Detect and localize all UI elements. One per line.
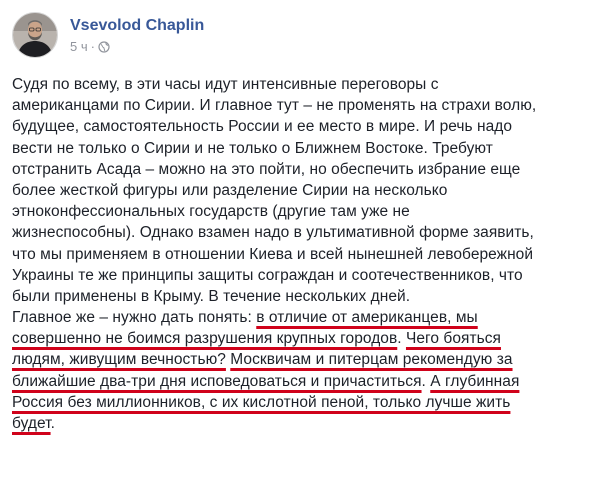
- post-timestamp[interactable]: 5 ч: [70, 38, 88, 54]
- text-segment: Судя по всему, в эти часы идут интенсивные переговоры с: [12, 76, 439, 93]
- highlighted-text: в отличие от американцев, мы: [256, 309, 478, 327]
- post-text-line: [12, 265, 602, 286]
- post-text-line: [12, 392, 602, 413]
- post-text-line: [12, 180, 602, 201]
- text-segment: .: [397, 330, 406, 348]
- post-text-line: [12, 286, 602, 307]
- text-segment: Украины те же принципы защиты сограждан и соотечественников, что: [12, 266, 523, 284]
- post-text-line: [12, 413, 602, 434]
- text-segment: .: [421, 372, 431, 390]
- post-text-line: [12, 95, 602, 116]
- highlighted-text: людям, живущим вечностью?: [12, 351, 226, 369]
- text-segment: что мы применяем в отношении Киева и всей нынешней левобережной: [12, 245, 534, 263]
- post-text-line: [12, 222, 602, 243]
- post-header: [12, 10, 204, 60]
- post-text-line: [12, 371, 602, 392]
- globe-icon[interactable]: [98, 41, 110, 53]
- text-segment: американцами по Сирии. И главное тут – не променять на страхи волю,: [12, 97, 537, 115]
- text-segment: .: [50, 415, 55, 432]
- highlighted-text: ближайшие два-три дня исповедоваться и причаститься: [12, 372, 422, 390]
- post-meta: [70, 16, 204, 55]
- post-text-line: [12, 349, 602, 370]
- text-segment: Главное же – нужно дать понять:: [12, 309, 257, 327]
- text-segment: будущее, самостоятельность России и ее место в мире. И речь надо: [12, 118, 513, 136]
- post-text-line: [12, 138, 602, 159]
- highlighted-text: будет: [12, 415, 51, 432]
- text-segment: жизнеспособны). Однако взамен надо в ультимативной форме заявить,: [12, 224, 534, 242]
- post-text-line: [12, 328, 602, 349]
- text-segment: были применены в Крыму. В течение нескольких дней.: [12, 287, 411, 305]
- highlighted-text: совершенно не боимся разрушения крупных городов: [12, 330, 398, 348]
- avatar-portrait-icon: [13, 13, 57, 57]
- post-text-line: [12, 74, 602, 95]
- timestamp-row: [70, 39, 204, 55]
- post-text-line: [12, 307, 602, 328]
- author-name[interactable]: Vsevolod Chaplin: [70, 16, 205, 34]
- post-text-line: [12, 244, 602, 265]
- highlighted-text: А глубинная: [430, 372, 520, 390]
- post-text-line: [12, 201, 602, 222]
- highlighted-text: Москвичам и питерцам рекомендую за: [230, 351, 513, 369]
- text-segment: более жесткой фигуры или разделение Сирии на несколько: [12, 181, 448, 199]
- text-segment: этноконфессиональных государств (другие там уже не: [12, 203, 410, 221]
- highlighted-text: Чего бояться: [405, 330, 501, 348]
- timestamp-separator: ·: [90, 38, 95, 54]
- text-segment: отстранить Асада – можно на это пойти, но обеспечить избрание еще: [12, 160, 521, 178]
- text-segment: вести не только о Сирии и не только о Ближнем Востоке. Требуют: [12, 139, 493, 157]
- post-text-line: [12, 159, 602, 180]
- highlighted-text: Россия без миллионников, с их кислотной пеной, только лучше жить: [12, 393, 511, 411]
- post-body-text: [12, 74, 602, 434]
- author-avatar[interactable]: [12, 12, 58, 58]
- post-text-line: [12, 116, 602, 137]
